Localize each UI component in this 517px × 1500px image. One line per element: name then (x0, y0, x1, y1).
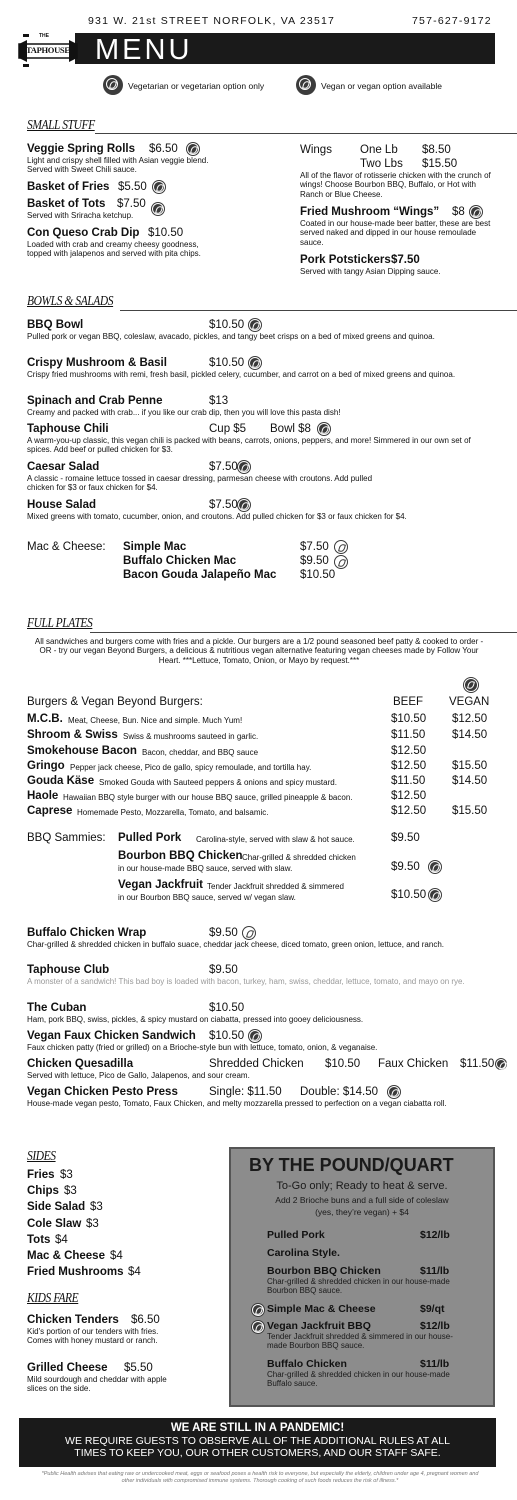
full-plates-intro: All sandwiches and burgers come with fries and a pickle. Our burgers are a 1/2 pound seasoned beef patty & cooked to order - OR - try our vegan Beyond Burgers, a delicious & nutritious vegan alternative featuring vegan cheeses made by Follow Your Heart. ***Lettuce, Tomato, Onion, or Mayo by request.*** (34, 637, 484, 665)
banner-line1: WE ARE STILL IN A PANDEMIC! (170, 1422, 345, 1434)
side-name: Side Salad (27, 1201, 86, 1214)
side-price: $3 (86, 1217, 99, 1230)
section-sides: SIDES (27, 1149, 56, 1164)
jackfruit-desc1: Tender Jackfruit shredded & simmered (207, 882, 344, 891)
section-full-plates: FULL PLATES (27, 616, 93, 631)
wings-desc: All of the flavor of rotisserie chicken with the crunch of wings! Choose Bourbon BBQ, Buffalo, or Hot with Ranch or Blue Cheese. (300, 171, 491, 199)
burger-vegan-price: $14.50 (452, 729, 488, 741)
bourbon-price: $9.50 (391, 861, 420, 873)
burger-beef-price: $10.50 (391, 713, 427, 725)
pesto-desc: House-made vegan pesto, Tomato, Faux Chicken, and melty mozzarella pressed to perfection on a vegan ciabatta roll. (27, 1099, 447, 1108)
potstickers-price: $7.50 (391, 254, 420, 266)
caesar-name: Caesar Salad (27, 461, 100, 473)
burger-desc: Meat, Cheese, Bun. Nice and simple. Much Yum! (68, 716, 243, 725)
house-salad-desc: Mixed greens with tomato, cucumber, onion, and croutons. Add pulled chicken for $3 or faux chicken for $4. (27, 512, 407, 521)
club-desc: A monster of a sandwich! This bad boy is loaded with bacon, turkey, ham, swiss, cheddar, lettuce, tomato, and mayo on rye. (27, 977, 465, 986)
bp-jackfruit-desc: Tender Jackfruit shredded & simmered in our house-made Bourbon BBQ sauce. (267, 1332, 453, 1350)
vegetarian-legend-icon (103, 75, 123, 95)
cuban-name: The Cuban (27, 1002, 87, 1014)
wings-opt2: Two Lbs (360, 158, 403, 170)
vegetarian-icon (335, 556, 347, 568)
burger-desc: Smoked Gouda with Sauteed peppers & onions and spicy mustard. (99, 778, 337, 787)
club-price: $9.50 (209, 964, 238, 976)
side-price: $3 (64, 1185, 77, 1198)
bp-pulled-pork-name: Pulled Pork (267, 1229, 325, 1241)
vegan-icon (252, 1321, 264, 1333)
caesar-desc: A classic - romaine lettuce tossed in caesar dressing, parmesan cheese with croutons. Add pulled chicken for $3 or faux chicken for $4. (27, 474, 373, 493)
queso-price: $10.50 (148, 227, 184, 239)
by-the-pound-title: BY THE POUND/QUART (249, 1155, 454, 1175)
burger-desc: Pepper jack cheese, Pico de gallo, spicy remoulade, and tortilla hay. (70, 763, 312, 772)
address: 931 W. 21st STREET NORFOLK, VA 23517 (88, 15, 336, 27)
bourbon-desc2: in our house-made BBQ sauce, served with slaw. (118, 864, 293, 873)
quesadilla-price1: $10.50 (325, 1058, 361, 1070)
bbq-bowl-price: $10.50 (209, 319, 245, 331)
tots-desc: Served with Sriracha ketchup. (27, 211, 134, 220)
bp-pulled-pork-desc: Carolina Style. (267, 1247, 340, 1259)
burger-name: Gouda Käse (27, 775, 95, 787)
vegan-icon (496, 1059, 506, 1069)
vegan-icon (470, 206, 482, 218)
burger-beef-price: $12.50 (391, 760, 427, 772)
mac1-price: $7.50 (300, 541, 329, 553)
divider (120, 310, 517, 311)
side-price: $4 (55, 1233, 68, 1246)
burger-beef-price: $11.50 (391, 729, 426, 741)
penne-price: $13 (209, 395, 229, 407)
mac-label: Mac & Cheese: (27, 541, 106, 553)
burger-name: Smokehouse Bacon (27, 745, 137, 757)
pesto-double: Double: $14.50 (300, 1086, 379, 1098)
vegetarian-icon (252, 1304, 264, 1316)
footnote: *Public Health advises that eating raw or undercooked meat, eggs or seafood poses a health risk to everyone, but especially the elderly, children under age 4, pregnant women and other individuals with compromised immune systems. Thorough cooking of such foods reduces the risk of illness.* (41, 1471, 479, 1484)
side-name: Chips (27, 1185, 59, 1198)
mac3-name: Bacon Gouda Jalapeño Mac (123, 569, 277, 581)
divider (90, 632, 517, 633)
chili-cup: Cup $5 (209, 423, 247, 435)
vegan-icon (153, 181, 165, 193)
quesadilla-opt1: Shredded Chicken (209, 1058, 304, 1070)
cuban-price: $10.50 (209, 1002, 245, 1014)
potstickers-desc: Served with tangy Asian Dipping sauce. (300, 267, 441, 276)
burger-beef-price: $12.50 (391, 745, 427, 757)
fries-price: $5.50 (118, 181, 147, 193)
fries-name: Basket of Fries (27, 181, 110, 193)
quesadilla-opt2: Faux Chicken (378, 1058, 449, 1070)
banner-line3: TIMES TO KEEP YOU, OUR OTHER CUSTOMERS, AND OUR STAFF SAFE. (74, 1447, 441, 1459)
burger-desc: Bacon, cheddar, and BBQ sauce (142, 748, 259, 757)
spring-rolls-desc: Light and crispy shell filled with Asian veggie blend. Served with Sweet Chili sauce. (27, 156, 209, 175)
crispy-mushroom-price: $10.50 (209, 357, 245, 369)
spring-rolls-name: Veggie Spring Rolls (27, 143, 135, 155)
burger-vegan-price: $15.50 (452, 805, 488, 817)
vegetarian-icon (335, 541, 347, 553)
wings-name: Wings (300, 144, 332, 156)
pandemic-banner (19, 1418, 496, 1467)
bp-jackfruit-name: Vegan Jackfruit BBQ (267, 1320, 371, 1332)
penne-name: Spinach and Crab Penne (27, 395, 163, 407)
bp-bourbon-desc: Char-grilled & shredded chicken in our house-made Bourbon BBQ sauce. (267, 1277, 450, 1295)
side-name: Fries (27, 1169, 55, 1181)
bp-buffalo-desc: Char-grilled & shredded chicken in our house-made Buffalo sauce. (267, 1370, 450, 1388)
queso-desc: Loaded with crab and creamy cheesy goodness, topped with jalapenos and served with pita chips. (27, 240, 201, 259)
bourbon-desc1: Char-grilled & shredded chicken (242, 853, 356, 862)
side-price: $3 (60, 1169, 73, 1181)
burger-name: Shroom & Swiss (27, 729, 118, 741)
grilled-cheese-desc: Mild sourdough and cheddar with apple slices on the side. (27, 1375, 167, 1394)
side-name: Fried Mushrooms (27, 1266, 124, 1279)
section-bowls-salads: BOWLS & SALADS (27, 294, 114, 309)
wrap-desc: Char-grilled & shredded chicken in buffalo suace, cheddar jack cheese, diced tomato, green onion, lettuce, and ranch. (27, 940, 444, 949)
logo (17, 26, 79, 70)
spring-rolls-price: $6.50 (149, 143, 178, 155)
bp-mac-name: Simple Mac & Cheese (267, 1303, 376, 1315)
pulled-pork-desc: Carolina-style, served with slaw & hot sauce. (196, 835, 355, 844)
mac2-price: $9.50 (300, 555, 329, 567)
vegan-icon (429, 861, 441, 873)
vegan-icon (388, 1086, 400, 1098)
vegan-icon (318, 423, 330, 435)
pesto-single: Single: $11.50 (209, 1086, 282, 1098)
side-name: Mac & Cheese (27, 1250, 105, 1262)
bp-buffalo-name: Buffalo Chicken (267, 1358, 347, 1370)
logo-main-text: TAPHOUSE (26, 45, 70, 55)
pulled-pork-price: $9.50 (391, 832, 420, 844)
bbq-bowl-name: BBQ Bowl (27, 319, 84, 331)
vegan-icon (249, 319, 261, 331)
vegan-column-header: VEGAN (449, 696, 490, 708)
wings-price1: $8.50 (422, 144, 451, 156)
by-the-pound-sub1: To-Go only; Ready to heat & serve. (276, 1180, 448, 1192)
banner-line2: WE REQUIRE GUESTS TO OBSERVE ALL OF THE ADDITIONAL RULES AT ALL (65, 1435, 450, 1447)
mushroom-wings-name: Fried Mushroom “Wings” (300, 206, 440, 218)
burger-vegan-price: $15.50 (452, 760, 488, 772)
mac1-name: Simple Mac (123, 541, 187, 553)
by-the-pound-sub2: Add 2 Brioche buns and a full side of coleslaw (275, 1195, 449, 1205)
penne-desc: Creamy and packed with crab... if you like our crab dip, then you will love this pasta dish! (27, 408, 341, 417)
vegan-column-icon (464, 678, 478, 692)
vegan-icon (187, 143, 199, 155)
queso-name: Con Queso Crab Dip (27, 227, 140, 239)
potstickers-name: Pork Potstickers (300, 254, 391, 266)
bp-pulled-pork-price: $12/lb (420, 1229, 450, 1241)
tenders-price: $6.50 (131, 1314, 160, 1326)
wrap-price: $9.50 (209, 927, 238, 939)
side-name: Tots (27, 1233, 51, 1246)
faux-name: Vegan Faux Chicken Sandwich (27, 1030, 196, 1042)
burger-beef-price: $12.50 (391, 790, 427, 802)
tots-price: $7.50 (117, 198, 146, 210)
club-name: Taphouse Club (27, 964, 110, 976)
tots-name: Basket of Tots (27, 198, 106, 210)
wrap-name: Buffalo Chicken Wrap (27, 927, 147, 939)
divider (95, 133, 517, 134)
grilled-cheese-name: Grilled Cheese (27, 1362, 108, 1374)
mushroom-wings-price: $8 (452, 206, 465, 218)
burger-beef-price: $11.50 (391, 775, 426, 787)
wings-price2: $15.50 (422, 158, 458, 170)
bourbon-name: Bourbon BBQ Chicken (118, 850, 243, 862)
faux-price: $10.50 (209, 1030, 245, 1042)
vegan-icon (238, 499, 250, 511)
bp-jackfruit-price: $12/lb (420, 1320, 450, 1332)
quesadilla-price2: $11.50 (460, 1058, 495, 1070)
quesadilla-desc: Served with lettuce, Pico de Gallo, Jalapenos, and sour cream. (27, 1071, 250, 1080)
burger-vegan-price: $14.50 (452, 775, 488, 787)
crispy-mushroom-name: Crispy Mushroom & Basil (27, 357, 167, 369)
tenders-desc: Kid's portion of our tenders with fries. Comes with honey mustard or ranch. (27, 1327, 159, 1346)
jackfruit-name: Vegan Jackfruit (118, 879, 204, 891)
bbq-sammies-label: BBQ Sammies: (27, 832, 106, 844)
burgers-label: Burgers & Vegan Beyond Burgers: (27, 696, 203, 708)
burger-beef-price: $12.50 (391, 805, 427, 817)
crispy-mushroom-desc: Crispy fried mushrooms with remi, fresh basil, pickled celery, cucumber, and carrot on a bed of mixed greens and quinoa. (27, 370, 456, 379)
logo-small-text: THE (39, 33, 49, 39)
chili-bowl: Bowl $8 (270, 423, 311, 435)
vegan-icon (249, 1030, 261, 1042)
burger-desc: Swiss & mushrooms sauteed in garlic. (123, 732, 259, 741)
bp-buffalo-price: $11/lb (420, 1358, 450, 1370)
cuban-desc: Ham, pork BBQ, swiss, pickles, & spicy mustard on ciabatta, pressed into gooey deliciousness. (27, 1015, 364, 1024)
vegetarian-legend: Vegetarian or vegetarian option only (128, 81, 265, 91)
leaf-icon (106, 78, 118, 90)
burger-vegan-price: $12.50 (452, 713, 488, 725)
caesar-price: $7.50 (209, 461, 238, 473)
quesadilla-name: Chicken Quesadilla (27, 1058, 134, 1070)
jackfruit-price: $10.50 (391, 889, 427, 901)
house-salad-name: House Salad (27, 499, 97, 511)
grilled-cheese-price: $5.50 (124, 1362, 153, 1374)
wings-opt1: One Lb (360, 144, 398, 156)
side-price: $3 (90, 1201, 103, 1214)
menu-title-bar (75, 33, 495, 64)
burger-desc: Homemade Pesto, Mozzarella, Tomato, and balsamic. (77, 808, 269, 817)
chili-desc: A warm-you-up classic, this vegan chili is packed with beans, carrots, onions, peppers, and more! Simmered in our own set of spices. Add beef or pulled chicken for $3. (27, 436, 471, 455)
mac3-price: $10.50 (300, 569, 336, 581)
bp-bourbon-name: Bourbon BBQ Chicken (267, 1265, 381, 1277)
by-the-pound-sub3: (yes, they’re vegan) + $4 (315, 1207, 409, 1217)
vegan-icon (429, 889, 441, 901)
beef-column-header: BEEF (393, 696, 424, 708)
burger-desc: Hawaiian BBQ style burger with our house BBQ sauce, grilled pineapple & bacon. (63, 793, 353, 802)
jackfruit-desc2: in our Bourbon BBQ sauce, served w/ vegan slaw. (118, 893, 296, 902)
vegan-legend: Vegan or vegan option available (321, 81, 442, 91)
side-name: Cole Slaw (27, 1217, 82, 1230)
mac2-name: Buffalo Chicken Mac (123, 555, 237, 567)
bp-bourbon-price: $11/lb (420, 1265, 450, 1277)
bp-mac-price: $9/qt (420, 1303, 445, 1315)
section-small-stuff: SMALL STUFF (27, 118, 95, 133)
vegetarian-icon (243, 927, 255, 939)
burger-name: M.C.B. (27, 713, 63, 725)
pesto-name: Vegan Chicken Pesto Press (27, 1086, 178, 1098)
phone: 757-627-9172 (412, 15, 492, 27)
chili-name: Taphouse Chili (27, 423, 109, 435)
side-price: $4 (128, 1266, 141, 1279)
section-kids-fare: KIDS FARE (27, 1291, 79, 1306)
page-title: MENU (95, 34, 193, 66)
side-price: $4 (110, 1250, 123, 1262)
pulled-pork-name: Pulled Pork (118, 832, 182, 844)
burger-name: Haole (27, 790, 59, 802)
house-salad-price: $7.50 (209, 499, 238, 511)
tenders-name: Chicken Tenders (27, 1314, 119, 1326)
vegetarian-icon (238, 461, 250, 473)
mushroom-wings-desc: Coated in our house-made beer batter, these are best served naked and dipped in our house remoulade sauce. (300, 219, 491, 247)
burger-name: Gringo (27, 760, 65, 772)
burger-name: Caprese (27, 805, 73, 817)
vegan-legend-icon (296, 75, 316, 95)
bbq-bowl-desc: Pulled pork or vegan BBQ, coleslaw, avacado, pickles, and tangy beet crisps on a bed of mixed greens and quinoa. (27, 332, 435, 341)
faux-desc: Faux chicken patty (fried or grilled) on a Brioche-style bun with lettuce, tomato, onion, & veganaise. (27, 1043, 378, 1052)
vegan-icon (249, 357, 261, 369)
leaf-icon (299, 78, 311, 90)
